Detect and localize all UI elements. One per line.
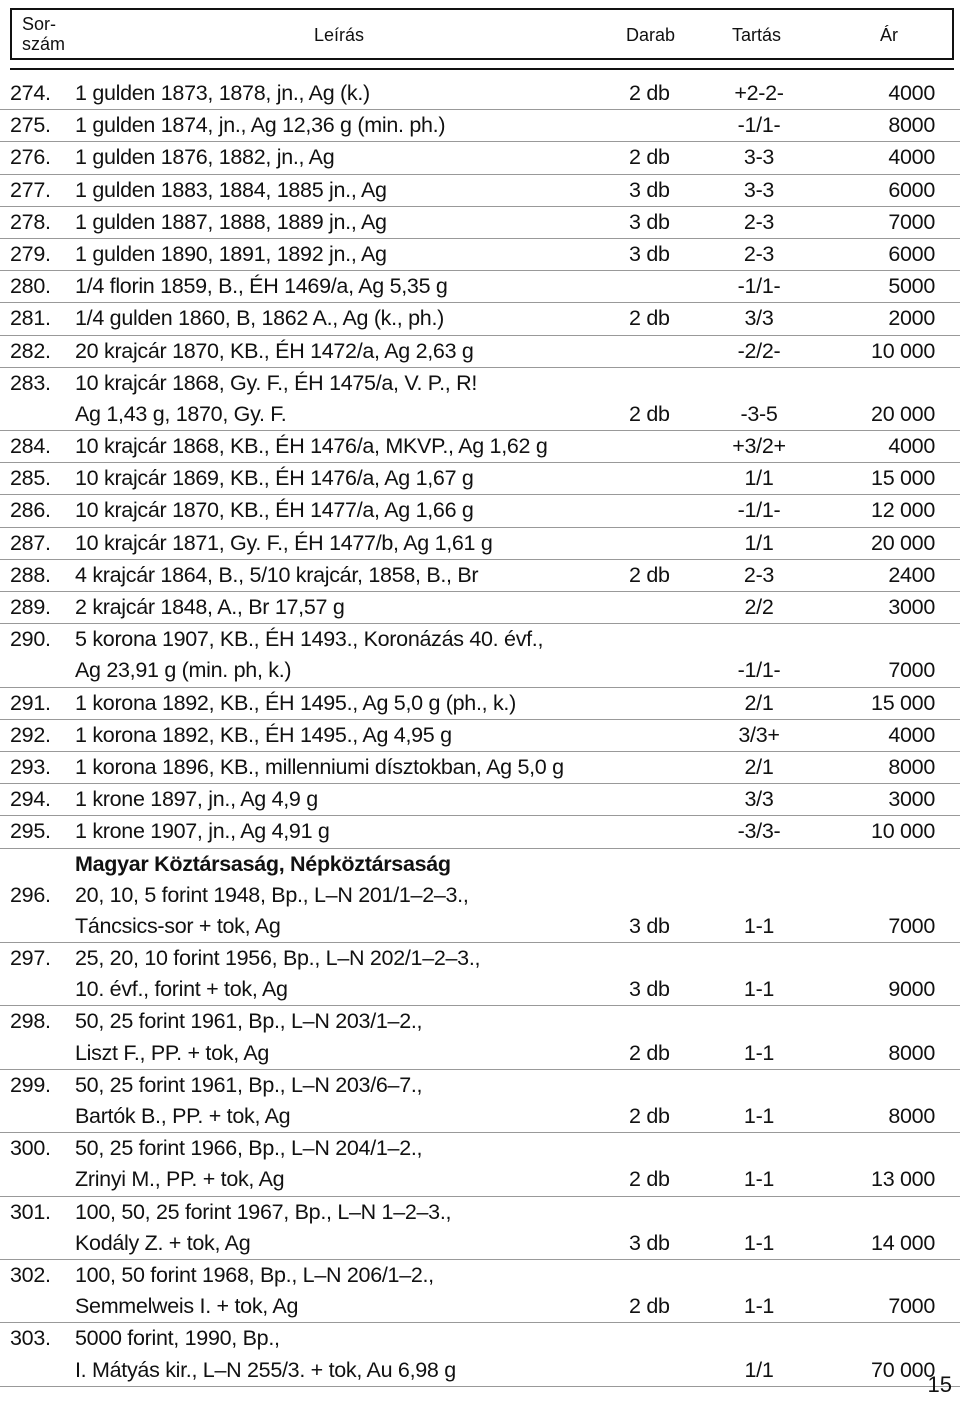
item-grade: 1-1: [743, 1040, 775, 1065]
item-number: 301.: [10, 1199, 51, 1224]
item-number: 292.: [10, 722, 51, 747]
item-quantity: 2 db: [629, 562, 670, 587]
item-number: 284.: [10, 434, 51, 459]
item-grade: 2/1: [744, 690, 774, 715]
item-description: 4 krajcár 1864, B., 5/10 krajcár, 1858, B., Br: [75, 562, 479, 587]
item-price: 70 000: [871, 1357, 935, 1382]
item-description: 1 krone 1897, jn., Ag 4,9 g: [75, 787, 318, 812]
table-row: [0, 1006, 960, 1069]
table-row: [0, 1133, 960, 1196]
item-description: 1 gulden 1876, 1882, jn., Ag: [75, 145, 335, 170]
item-description: 1 gulden 1890, 1891, 1892 jn., Ag: [75, 241, 387, 266]
item-price: 15 000: [871, 466, 935, 491]
table-row: [0, 110, 960, 142]
item-number: 278.: [10, 209, 51, 234]
table-row: [0, 368, 960, 431]
item-description: 100, 50, 25 forint 1967, Bp., L–N 1–2–3.,: [75, 1199, 452, 1224]
item-number: 291.: [10, 690, 51, 715]
table-row: [0, 688, 960, 720]
item-quantity: 2 db: [629, 1040, 670, 1065]
item-number: 297.: [10, 946, 51, 971]
header-sorszam-line2: szám: [22, 34, 66, 54]
item-description: 1 gulden 1874, jn., Ag 12,36 g (min. ph.): [75, 113, 446, 138]
item-description: 20 krajcár 1870, KB., ÉH 1472/a, Ag 2,63 g: [75, 338, 474, 363]
item-number: 276.: [10, 145, 51, 170]
item-quantity: 3 db: [629, 241, 670, 266]
item-description: 1 korona 1896, KB., millenniumi dísztokban, Ag 5,0 g: [75, 754, 564, 779]
table-row: [0, 336, 960, 368]
item-quantity: 2 db: [629, 401, 670, 426]
item-grade: 2-3: [743, 209, 775, 234]
table-row: [0, 1260, 960, 1323]
item-grade: 1/1: [744, 530, 774, 555]
item-price: 13 000: [871, 1167, 935, 1192]
table-row: [0, 528, 960, 560]
item-quantity: 3 db: [629, 1230, 670, 1255]
item-quantity: 2 db: [629, 145, 670, 170]
item-description: 10 krajcár 1868, KB., ÉH 1476/a, MKVP., Ag 1,62 g: [75, 434, 548, 459]
item-number: 294.: [10, 787, 51, 812]
item-grade: 2-3: [743, 562, 775, 587]
item-price: 10 000: [871, 819, 935, 844]
item-description: Ag 1,43 g, 1870, Gy. F.: [75, 401, 287, 426]
item-grade: -3/3-: [737, 819, 781, 844]
item-description: 2 krajcár 1848, A., Br 17,57 g: [75, 595, 345, 619]
item-grade: 1-1: [743, 977, 775, 1002]
header-sorszam: [22, 14, 65, 54]
table-row: [0, 271, 960, 303]
item-number: 282.: [10, 338, 51, 363]
item-price: 8000: [888, 1104, 935, 1128]
item-description: 1 korona 1892, KB., ÉH 1495., Ag 4,95 g: [75, 722, 452, 747]
item-grade: +2-2-: [734, 81, 784, 105]
item-description: 1/4 gulden 1860, B, 1862 A., Ag (k., ph.): [75, 306, 445, 331]
item-quantity: 2 db: [629, 1104, 670, 1128]
item-grade: 3/3+: [738, 722, 780, 747]
item-number: 296.: [10, 882, 51, 907]
item-description: 10 krajcár 1871, Gy. F., ÉH 1477/b, Ag 1,61 g: [75, 530, 493, 555]
item-number: 289.: [10, 595, 51, 619]
item-grade: 1-1: [743, 1104, 775, 1128]
table-row: [0, 207, 960, 239]
table-header: [10, 8, 954, 60]
item-price: 3000: [888, 595, 935, 619]
item-price: 6000: [888, 241, 935, 266]
section-heading-row: [0, 849, 960, 880]
table-row: [0, 495, 960, 527]
item-number: 281.: [10, 306, 51, 331]
item-description: 1/4 florin 1859, B., ÉH 1469/a, Ag 5,35 g: [75, 274, 448, 299]
item-quantity: 2 db: [629, 81, 670, 105]
table-row: [0, 142, 960, 174]
item-description: Liszt F., PP. + tok, Ag: [75, 1040, 270, 1065]
item-description: 10 krajcár 1868, Gy. F., ÉH 1475/a, V. P., R!: [75, 370, 477, 395]
table-row: [0, 1197, 960, 1260]
item-grade: -1/1-: [737, 274, 781, 299]
item-price: 5000: [888, 274, 935, 299]
section-title: Magyar Köztársaság, Népköztársaság: [75, 851, 451, 876]
item-grade: -1/1-: [737, 498, 781, 523]
item-grade: 3/3: [744, 306, 774, 331]
header-divider: [10, 68, 954, 70]
item-number: 279.: [10, 241, 51, 266]
item-description: 50, 25 forint 1966, Bp., L–N 204/1–2.,: [75, 1136, 423, 1161]
item-grade: 1/1: [744, 466, 774, 491]
item-description: Ag 23,91 g (min. ph, k.): [75, 658, 292, 683]
item-price: 7000: [888, 658, 935, 683]
item-price: 8000: [888, 1040, 935, 1065]
item-quantity: 2 db: [629, 1167, 670, 1192]
item-grade: 1-1: [743, 1167, 775, 1192]
item-description: Bartók B., PP. + tok, Ag: [75, 1104, 291, 1128]
item-grade: 3-3: [743, 177, 775, 202]
item-description: 1 korona 1892, KB., ÉH 1495., Ag 5,0 g (ph., k.): [75, 690, 516, 715]
table-row: [0, 303, 960, 335]
table-row: [0, 720, 960, 752]
item-number: 290.: [10, 627, 51, 652]
item-description: I. Mátyás kir., L–N 255/3. + tok, Au 6,98 g: [75, 1357, 456, 1382]
item-number: 295.: [10, 819, 51, 844]
item-grade: -1/1-: [737, 658, 781, 683]
item-price: 4000: [888, 145, 935, 170]
item-description: Zrinyi M., PP. + tok, Ag: [75, 1167, 285, 1192]
item-price: 7000: [888, 913, 935, 938]
item-description: 10 krajcár 1870, KB., ÉH 1477/a, Ag 1,66 g: [75, 498, 474, 523]
table-row: [0, 784, 960, 816]
table-row: [0, 175, 960, 207]
item-description: 10 krajcár 1869, KB., ÉH 1476/a, Ag 1,67 g: [75, 466, 474, 491]
item-number: 293.: [10, 754, 51, 779]
item-number: 287.: [10, 530, 51, 555]
item-grade: 1-1: [743, 1230, 775, 1255]
item-number: 300.: [10, 1136, 51, 1161]
item-number: 275.: [10, 113, 51, 138]
item-grade: -2/2-: [737, 338, 781, 363]
header-leiras: Leírás: [314, 25, 365, 45]
item-description: Kodály Z. + tok, Ag: [75, 1230, 251, 1255]
item-price: 7000: [888, 209, 935, 234]
table-row: [0, 1323, 960, 1386]
item-quantity: 3 db: [629, 177, 670, 202]
item-price: 3000: [888, 787, 935, 812]
item-description: 1 gulden 1887, 1888, 1889 jn., Ag: [75, 209, 387, 234]
header-darab: Darab: [626, 25, 676, 45]
item-number: 302.: [10, 1262, 51, 1287]
item-price: 20 000: [871, 401, 935, 426]
table-row: [0, 78, 960, 110]
item-grade: -3-5: [740, 401, 778, 426]
item-number: 303.: [10, 1326, 51, 1351]
header-sorszam-line1: Sor-: [22, 14, 57, 34]
item-description: 1 gulden 1883, 1884, 1885 jn., Ag: [75, 177, 387, 202]
item-description: 5000 forint, 1990, Bp.,: [75, 1326, 280, 1351]
item-price: 12 000: [871, 498, 935, 523]
item-grade: 1/1: [744, 1357, 774, 1382]
table-row: [0, 752, 960, 784]
item-description: 1 krone 1907, jn., Ag 4,91 g: [75, 819, 330, 844]
header-ar: Ár: [880, 25, 898, 45]
table-row: [0, 880, 960, 943]
table-row: [0, 239, 960, 271]
page-number: 15: [927, 1372, 952, 1397]
item-grade: 3/3: [744, 787, 774, 812]
item-price: 8000: [888, 113, 935, 138]
item-grade: 2/1: [744, 754, 774, 779]
table-row: [0, 463, 960, 495]
item-description: 5 korona 1907, KB., ÉH 1493., Koronázás 40. évf.,: [75, 627, 544, 652]
table-row: [0, 624, 960, 687]
header-tartas: Tartás: [732, 25, 782, 45]
table-row: [0, 816, 960, 848]
item-quantity: 2 db: [629, 1294, 670, 1319]
item-description: 50, 25 forint 1961, Bp., L–N 203/6–7.,: [75, 1072, 423, 1097]
item-price: 2000: [888, 306, 935, 331]
item-description: 50, 25 forint 1961, Bp., L–N 203/1–2.,: [75, 1009, 423, 1034]
table-row: [0, 592, 960, 624]
item-grade: 2-3: [743, 241, 775, 266]
item-quantity: 3 db: [629, 913, 670, 938]
item-number: 298.: [10, 1009, 51, 1034]
item-description: 1 gulden 1873, 1878, jn., Ag (k.): [75, 81, 370, 105]
item-number: 283.: [10, 370, 51, 395]
item-price: 9000: [888, 977, 935, 1002]
item-price: 20 000: [871, 530, 935, 555]
item-description: 20, 10, 5 forint 1948, Bp., L–N 201/1–2–3.,: [75, 882, 469, 907]
item-number: 274.: [10, 81, 51, 105]
item-grade: +3/2+: [732, 434, 786, 459]
item-description: 100, 50 forint 1968, Bp., L–N 206/1–2.,: [75, 1262, 434, 1287]
table-row: [0, 560, 960, 592]
table-row: [0, 943, 960, 1006]
item-grade: 1-1: [743, 913, 775, 938]
item-grade: 1-1: [743, 1294, 775, 1319]
item-number: 286.: [10, 498, 51, 523]
item-price: 4000: [888, 81, 935, 105]
item-number: 280.: [10, 274, 51, 299]
item-price: 14 000: [871, 1230, 935, 1255]
item-price: 2400: [888, 562, 935, 587]
item-grade: 3-3: [743, 145, 775, 170]
item-number: 285.: [10, 466, 51, 491]
item-grade: 2/2: [744, 595, 774, 619]
table-row: [0, 431, 960, 463]
item-price: 4000: [888, 722, 935, 747]
catalog-list: [0, 78, 960, 1387]
item-number: 299.: [10, 1072, 51, 1097]
item-description: Semmelweis I. + tok, Ag: [75, 1294, 299, 1319]
item-number: 288.: [10, 562, 51, 587]
item-grade: -1/1-: [737, 113, 781, 138]
item-price: 7000: [888, 1294, 935, 1319]
item-price: 15 000: [871, 690, 935, 715]
item-price: 6000: [888, 177, 935, 202]
item-price: 10 000: [871, 338, 935, 363]
item-quantity: 3 db: [629, 977, 670, 1002]
item-quantity: 2 db: [629, 306, 670, 331]
item-price: 8000: [888, 754, 935, 779]
item-number: 277.: [10, 177, 51, 202]
item-description: 25, 20, 10 forint 1956, Bp., L–N 202/1–2–3.,: [75, 946, 481, 971]
item-description: Táncsics-sor + tok, Ag: [75, 913, 281, 938]
item-description: 10. évf., forint + tok, Ag: [75, 977, 288, 1002]
table-row: [0, 1070, 960, 1133]
item-quantity: 3 db: [629, 209, 670, 234]
item-price: 4000: [888, 434, 935, 459]
